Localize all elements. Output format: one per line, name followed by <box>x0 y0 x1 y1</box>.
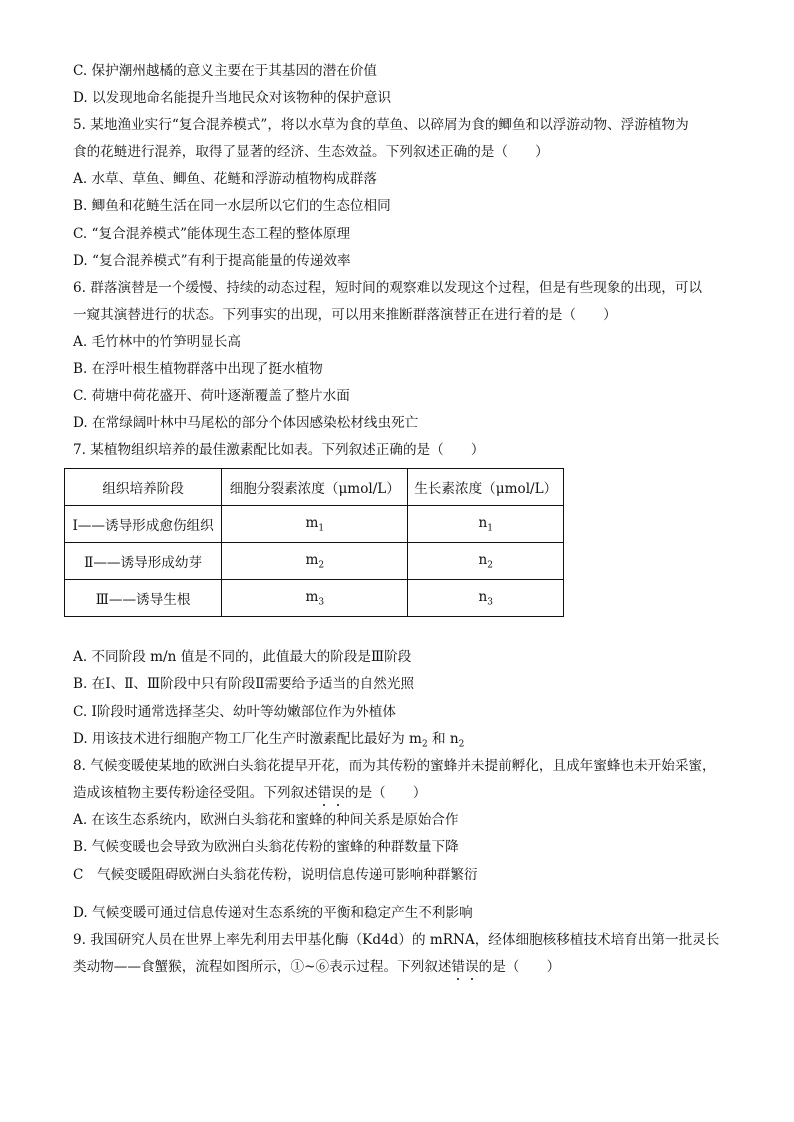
q8-option-b: B. 气候变暖也会导致为欧洲白头翁花传粉的蜜蜂的种群数量下降 <box>73 839 459 855</box>
q7-option-a: A. 不同阶段 m/n 值是不同的，此值最大的阶段是Ⅲ阶段 <box>73 649 412 665</box>
q6-option-b: B. 在浮叶根生植物群落中出现了挺水植物 <box>73 361 323 377</box>
q5-option-c: C. “复合混养模式”能体现生态工程的整体原理 <box>73 226 351 242</box>
table-cell-auxin: $n_1$ <box>408 506 564 543</box>
q7-option-b: B. 在Ⅰ、Ⅱ、Ⅲ阶段中只有阶段Ⅱ需要给予适当的自然光照 <box>73 676 415 692</box>
q4-option-c: C. 保护潮州越橘的意义主要在于其基因的潜在价值 <box>73 63 378 79</box>
table-cell-stage: Ⅰ——诱导形成愈伤组织 <box>65 506 222 543</box>
q9-stem-line1: 9. 我国研究人员在世界上率先利用去甲基化酶（Kd4d）的 mRNA，经体细胞核移植技术培育出第一批灵长 <box>73 932 720 948</box>
q8-option-a: A. 在该生态系统内，欧洲白头翁花和蜜蜂的种间关系是原始合作 <box>73 812 459 828</box>
q6-option-d: D. 在常绿阔叶林中马尾松的部分个体因感染松材线虫死亡 <box>73 415 419 431</box>
table-header-cytokinin: 细胞分裂素浓度（μmol/L） <box>222 469 408 506</box>
table-header-stage: 组织培养阶段 <box>65 469 222 506</box>
hormone-ratio-table <box>64 468 564 617</box>
table-cell-cytokinin: $m_1$ <box>222 506 408 543</box>
q7-option-d: D. 用该技术进行细胞产物工厂化生产时激素配比最好为 $m_2$ 和 $n_2$ <box>73 731 465 750</box>
q8-stem-line1: 8. 气候变暖使某地的欧洲白头翁花提早开花，而为其传粉的蜜蜂并未提前孵化，且成年蜜蜂也未开始采蜜， <box>73 758 716 774</box>
table-cell-stage: Ⅲ——诱导生根 <box>65 580 222 617</box>
q5-option-b: B. 鲫鱼和花鲢生活在同一水层所以它们的生态位相同 <box>73 198 391 214</box>
emphasis-dot: 错 <box>317 785 332 801</box>
q6-option-c: C. 荷塘中荷花盛开、荷叶逐渐覆盖了整片水面 <box>73 388 350 404</box>
q5-stem-line2: 食的花鲢进行混养，取得了显著的经济、生态效益。下列叙述正确的是（ ） <box>73 144 549 160</box>
table-header-auxin: 生长素浓度（μmol/L） <box>408 469 564 506</box>
q6-option-a: A. 毛竹林中的竹笋明显长高 <box>73 334 241 350</box>
table-cell-auxin: $n_2$ <box>408 543 564 580</box>
q6-stem-line2: 一窥其演替进行的状态。下列事实的出现，可以用来推断群落演替正在进行着的是（ ） <box>73 307 617 323</box>
table-cell-auxin: $n_3$ <box>408 580 564 617</box>
table-row <box>65 506 564 543</box>
table-cell-stage: Ⅱ——诱导形成幼芽 <box>65 543 222 580</box>
emphasis-dot: 误 <box>331 785 345 801</box>
q5-option-a: A. 水草、草鱼、鲫鱼、花鲢和浮游动植物构成群落 <box>73 171 377 187</box>
q6-stem-line1: 6. 群落演替是一个缓慢、持续的动态过程，短时间的观察难以发现这个过程，但是有些现象的出现，可以 <box>73 280 703 296</box>
q5-stem-line1: 5. 某地渔业实行“复合混养模式”，将以水草为食的草鱼、以碎屑为食的鲫鱼和以浮游动物、浮游植物为 <box>73 117 689 133</box>
q8-stem-line2: 造成该植物主要传粉途径受阻。下列叙述错误的是（ ） <box>73 785 427 801</box>
table-header-row <box>65 469 564 506</box>
q8-option-d: D. 气候变暖可通过信息传递对生态系统的平衡和稳定产生不利影响 <box>73 905 473 921</box>
q7-stem: 7. 某植物组织培养的最佳激素配比如表。下列叙述正确的是（ ） <box>73 442 485 458</box>
q4-option-d: D. 以发现地命名能提升当地民众对该物种的保护意识 <box>73 90 392 106</box>
emphasis-dot: 错 <box>451 959 466 975</box>
q7-option-c: C. Ⅰ阶段时通常选择茎尖、幼叶等幼嫩部位作为外植体 <box>73 704 396 720</box>
emphasis-dot: 误 <box>465 959 479 975</box>
table-cell-cytokinin: $m_3$ <box>222 580 408 617</box>
table-row <box>65 580 564 617</box>
table-cell-cytokinin: $m_2$ <box>222 543 408 580</box>
q8-option-c: C 气候变暖阻碍欧洲白头翁花传粉，说明信息传递可影响种群繁衍 <box>73 867 478 883</box>
table-row <box>65 543 564 580</box>
q5-option-d: D. “复合混养模式”有利于提高能量的传递效率 <box>73 253 351 269</box>
q9-stem-line2: 类动物——食蟹猴，流程如图所示，①~⑥表示过程。下列叙述错误的是（ ） <box>73 959 561 975</box>
